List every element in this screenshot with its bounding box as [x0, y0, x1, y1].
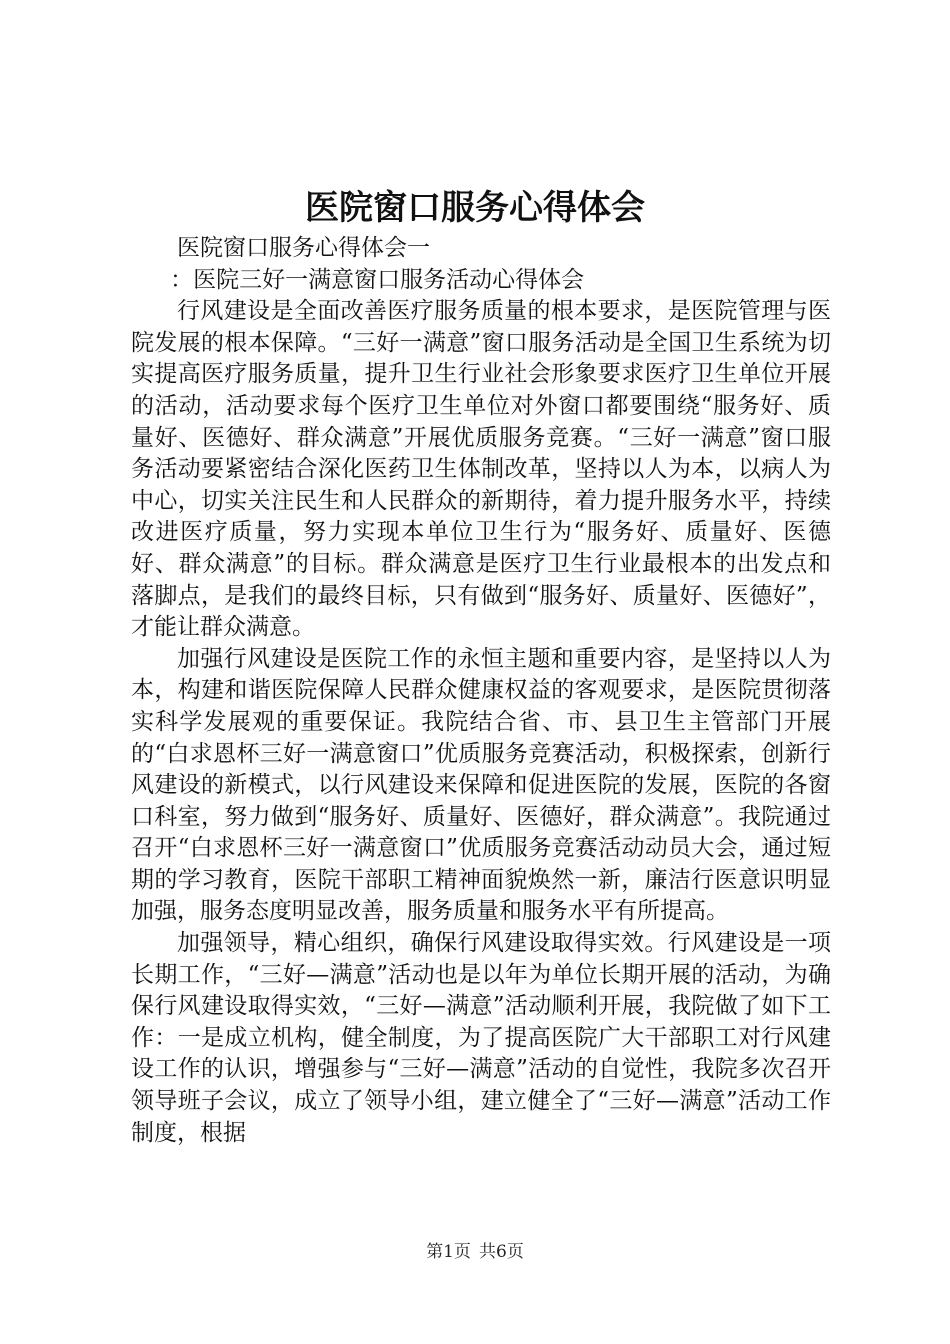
document-title: 医院窗口服务心得体会 [305, 188, 645, 228]
paragraph-1: 行风建设是全面改善医疗服务质量的根本要求，是医院管理与医院发展的根本保障。“三好一满意”窗口服务活动是全国卫生系统为切实提高医疗服务质量，提升卫生行业社会形象要求医疗卫生单位开展的活动，活动要求每个医疗卫生单位对外窗口都要围绕“服务好、质量好、医德好、群众满意”开展优质服务竞赛。“三好一满意”窗口服务活动要紧密结合深化医药卫生体制改革，坚持以人为本，以病人为中心，切实关注民生和人民群众的新期待，着力提升服务水平，持续改进医疗质量，努力实现本单位卫生行为“服务好、质量好、医德好、群众满意”的目标。群众满意是医疗卫生行业最根本的出发点和落脚点，是我们的最终目标，只有做到“服务好、质量好、医德好”，才能让群众满意。 [131, 298, 831, 641]
subtitle-line-2: ：医院三好一满意窗口服务活动心得体会 [170, 266, 585, 293]
page-total: 共6页 [479, 1242, 524, 1262]
paragraph-3: 加强领导，精心组织，确保行风建设取得实效。行风建设是一项长期工作，“三好—满意”活动也是以年为单位长期开展的活动，为确保行风建设取得实效，“三好—满意”活动顺利开展，我院做了如下工作：一是成立机构，健全制度，为了提高医院广大干部职工对行风建设工作的认识，增强参与“三好—满意”活动的自觉性，我院多次召开领导班子会议，成立了领导小组，建立健全了“三好—满意”活动工作制度，根据 [131, 930, 831, 1146]
paragraph-2: 加强行风建设是医院工作的永恒主题和重要内容，是坚持以人为本，构建和谐医院保障人民群众健康权益的客观要求，是医院贯彻落实科学发展观的重要保证。我院结合省、市、县卫生主管部门开展的“白求恩杯三好一满意窗口”优质服务竞赛活动，积极探索，创新行风建设的新模式，以行风建设来保障和促进医院的发展，医院的各窗口科室，努力做到“服务好、质量好、医德好，群众满意”。我院通过召开“白求恩杯三好一满意窗口”优质服务竞赛活动动员大会，通过短期的学习教育，医院干部职工精神面貌焕然一新，廉洁行医意识明显加强，服务态度明显改善，服务质量和服务水平有所提高。 [131, 645, 831, 925]
subtitle-line-1: 医院窗口服务心得体会一 [177, 235, 430, 261]
page-footer [0, 1240, 950, 1264]
document-body [131, 233, 831, 1149]
page-number: 第1页 [426, 1242, 471, 1262]
